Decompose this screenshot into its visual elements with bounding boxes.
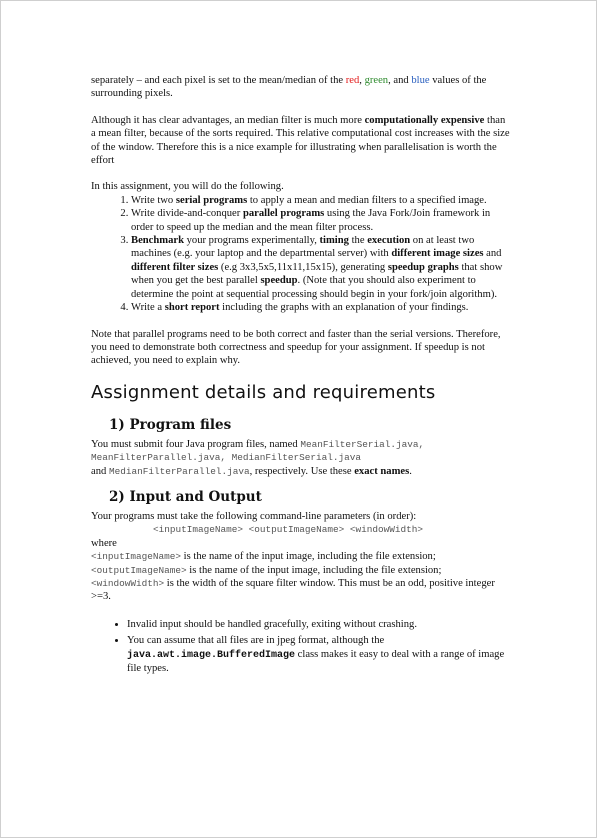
text: Write a xyxy=(131,302,165,314)
text: Write divide-and-conquer xyxy=(131,208,243,220)
text: and xyxy=(483,248,502,260)
param-desc xyxy=(91,577,511,604)
bold-text: different image sizes xyxy=(391,248,484,260)
list-item xyxy=(131,234,511,301)
text: including the graphs with an explanation of your findings. xyxy=(219,302,469,314)
section-heading: Assignment details and requirements xyxy=(91,381,436,403)
code-args: <inputImageName> <outputImageName> <windowWidth> xyxy=(153,524,424,536)
program-files-paragraph xyxy=(91,438,511,478)
intro-paragraph xyxy=(91,74,511,101)
bold-text: short report xyxy=(164,302,220,314)
text: your programs experimentally, xyxy=(183,235,320,247)
text: is the name of the input image, including the file extension; xyxy=(186,564,442,576)
text: You must submit four Java program files, named xyxy=(91,438,301,450)
text: and xyxy=(91,465,109,477)
code-filename: MeanFilterSerial.java, xyxy=(300,438,425,450)
subsection-heading-program-files: 1) Program files xyxy=(109,416,232,433)
bold-text: serial programs xyxy=(175,194,248,206)
text: the xyxy=(348,235,368,247)
blue-word: blue xyxy=(411,75,430,86)
text: that show when you get the best parallel xyxy=(131,261,503,287)
text: class makes it easy to deal with a range of image file types. xyxy=(127,648,505,674)
task-list xyxy=(91,194,511,315)
text: is the name of the input image, including the file extension; xyxy=(181,551,436,563)
task-intro: In this assignment, you will do the following. xyxy=(91,181,284,193)
code-filename: MedianFilterParallel.java xyxy=(108,465,250,477)
text: separately – and each pixel is set to the mean/median of the xyxy=(91,75,346,86)
page-content xyxy=(91,74,511,678)
code-param: <outputImageName> xyxy=(91,564,187,576)
green-word: green xyxy=(364,75,389,86)
param-desc xyxy=(91,564,511,577)
param-desc xyxy=(91,550,511,563)
code-filename: MeanFilterParallel.java, MedianFilterSerial.java xyxy=(91,452,362,464)
cost-paragraph xyxy=(91,114,511,168)
subsection-heading-input-output: 2) Input and Output xyxy=(109,488,262,505)
text: using the Java Fork/Join framework in order to speed up the median and the mean filter process. xyxy=(131,208,491,233)
args-line xyxy=(91,523,511,536)
note-paragraph: Note that parallel programs need to be both correct and faster than the serial versions. Therefore, you need to demonstrate both correctness and speedup for your assignment. If speedup is not achieved, you need to explain why. xyxy=(91,328,501,367)
red-word: red xyxy=(345,75,360,86)
code-param: <inputImageName> xyxy=(91,551,182,563)
text: Although it has clear advantages, an median filter is much more xyxy=(91,114,365,126)
text: on at least two machines (e.g. your laptop and the departmental server) with xyxy=(131,235,475,260)
bold-text: timing xyxy=(319,235,349,247)
text: values of the surrounding pixels. xyxy=(91,75,487,100)
text: . (Note that you should also experiment to determine the point at sequential processing should begin in your fork/join algorithm). xyxy=(131,275,497,300)
text: , respectively. Use these xyxy=(249,465,355,477)
text: (e.g 3x3,5x5,11x11,15x15), generating xyxy=(218,261,388,273)
list-item: • Invalid input should be handled gracefully, exiting without crashing. xyxy=(127,618,511,631)
bold-text: computationally expensive xyxy=(364,114,485,126)
text: , xyxy=(359,75,365,86)
text: is the width of the square filter window. This must be an odd, positive integer >=3. xyxy=(91,577,495,603)
text: Write two xyxy=(131,194,176,206)
text: Your programs must take the following command-line parameters (in order): xyxy=(91,510,417,522)
input-output-block xyxy=(91,510,511,604)
bold-text: Benchmark xyxy=(131,235,184,247)
bold-text: execution xyxy=(367,235,411,247)
bullet-list xyxy=(91,618,511,676)
bold-text: different filter sizes xyxy=(131,261,219,273)
text: where xyxy=(91,537,117,549)
list-item xyxy=(131,301,511,314)
list-item xyxy=(131,194,511,207)
list-item xyxy=(127,634,511,675)
text: than a mean filter, because of the sorts required. This relative computational cost increases with the size of the window. Therefore this is a nice example for illustrating when parallelisation is worth the effort xyxy=(91,114,510,167)
bold-text: exact names xyxy=(354,465,410,477)
text: . xyxy=(409,465,412,477)
text: You can assume that all files are in jpeg format, although the xyxy=(127,635,385,647)
task-section xyxy=(91,180,511,314)
text: to apply a mean and median filters to a specified image. xyxy=(247,194,487,206)
bold-text: speedup xyxy=(260,275,298,287)
code-param: <windowWidth> xyxy=(91,577,165,589)
bold-text: speedup graphs xyxy=(387,261,459,273)
text: , and xyxy=(388,75,412,86)
code-class: java.awt.image.BufferedImage xyxy=(127,649,296,661)
list-item xyxy=(131,207,511,234)
bold-text: parallel programs xyxy=(242,208,325,220)
